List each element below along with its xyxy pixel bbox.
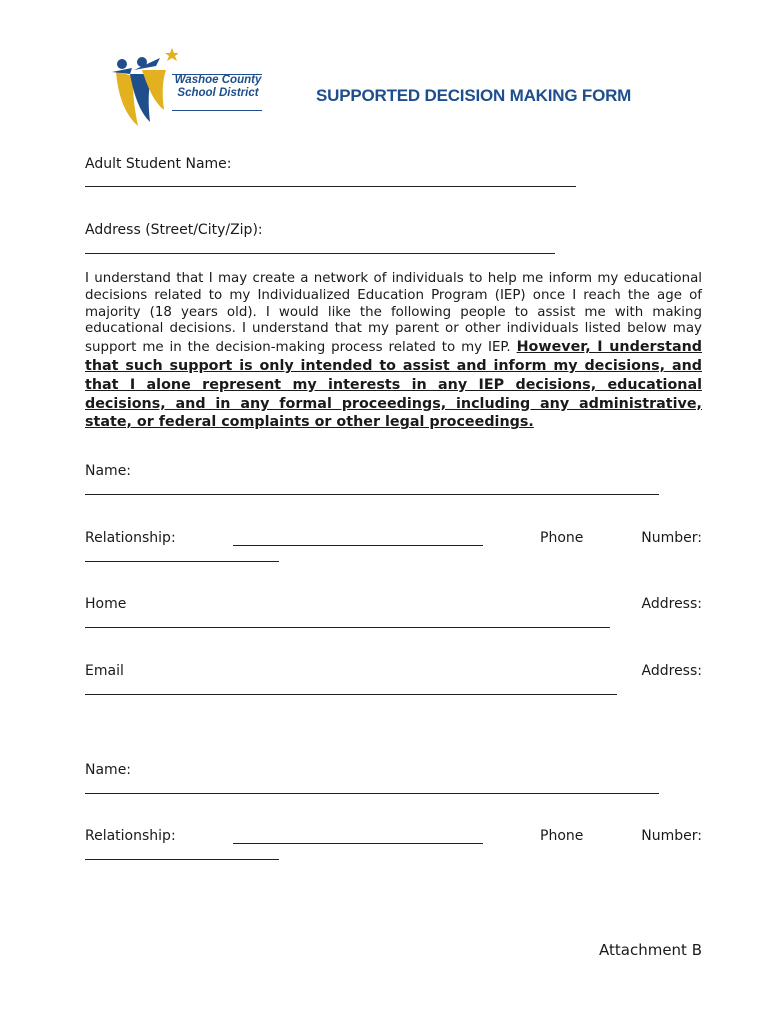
logo-line-1: Washoe County bbox=[174, 74, 262, 86]
consent-bold-text: However, I understand that such support is only intended to assist and inform my decisions, and that I alone represent my interests in any IEP decisions, educational decisions, and in any formal proceedings, including any administrative, state, or federal complaints or other legal proceedings. bbox=[85, 339, 702, 431]
supporter-2-number-label: Number: bbox=[641, 828, 702, 844]
supporter-1-name-line[interactable] bbox=[85, 494, 659, 495]
student-name-label: Adult Student Name: bbox=[85, 156, 232, 172]
supporter-1-number-label: Number: bbox=[641, 530, 702, 546]
supporter-1-home-address-line[interactable] bbox=[85, 627, 610, 628]
supporter-1-relationship-line[interactable] bbox=[233, 545, 483, 546]
address-label: Address (Street/City/Zip): bbox=[85, 222, 263, 238]
supporter-2-relationship-label: Relationship: bbox=[85, 828, 176, 844]
consent-text: I understand that I may create a network of individuals to help me inform my educational decisions related to my Individualized Education Program (IEP) once I reach the age of majority (18 years old). I would like the following people to assist me with making educational decisions. I understand that my parent or other individuals listed below may support me in the decision-making process related to my IEP. bbox=[85, 271, 702, 356]
student-name-line[interactable] bbox=[85, 186, 576, 187]
logo-line-2: School District bbox=[177, 87, 259, 99]
supporter-1-email-line[interactable] bbox=[85, 694, 617, 695]
supporter-2-relationship-line[interactable] bbox=[233, 843, 483, 844]
supporter-1-email-address-label: Address: bbox=[641, 663, 702, 679]
supporter-1-phone-line[interactable] bbox=[85, 561, 279, 562]
supporter-1-email-label: Email bbox=[85, 663, 124, 679]
district-logo-icon bbox=[108, 44, 178, 130]
supporter-2-phone-line[interactable] bbox=[85, 859, 279, 860]
supporter-1-name-label: Name: bbox=[85, 463, 132, 479]
supporter-2-name-label: Name: bbox=[85, 762, 132, 778]
supporter-1-home-address-label: Address: bbox=[641, 596, 702, 612]
form-title: SUPPORTED DECISION MAKING FORM bbox=[316, 86, 632, 105]
district-logo bbox=[108, 44, 268, 130]
attachment-label: Attachment B bbox=[599, 941, 702, 959]
logo-text bbox=[172, 74, 264, 100]
consent-paragraph bbox=[85, 271, 702, 432]
address-line[interactable] bbox=[85, 253, 555, 254]
supporter-1-phone-label: Phone bbox=[540, 530, 584, 546]
supporter-1-home-label: Home bbox=[85, 596, 127, 612]
supporter-2-name-line[interactable] bbox=[85, 793, 659, 794]
supporter-2-phone-label: Phone bbox=[540, 828, 584, 844]
supporter-1-relationship-label: Relationship: bbox=[85, 530, 176, 546]
